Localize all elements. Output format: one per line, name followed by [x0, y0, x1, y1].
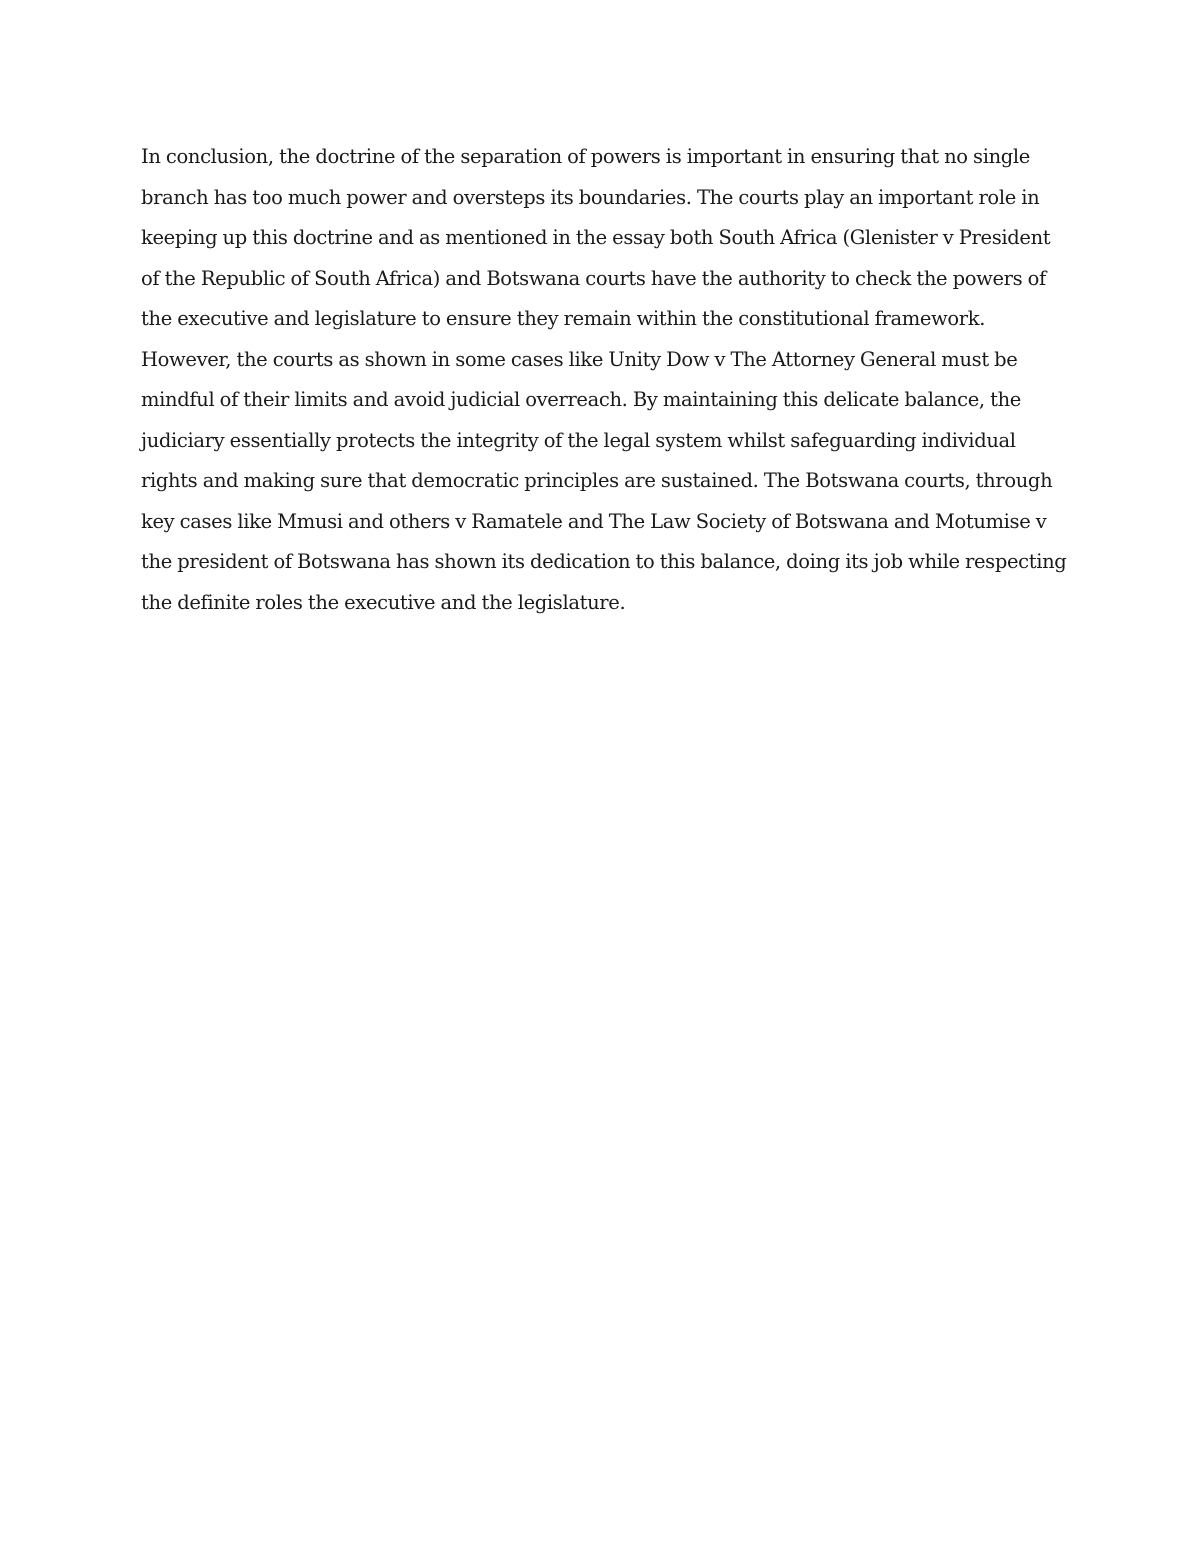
- paragraph-line: the president of Botswana has shown its dedication to this balance, doing its job while respecting: [141, 550, 1067, 573]
- paragraph-line: judiciary essentially protects the integrity of the legal system whilst safeguarding individual: [141, 428, 1016, 452]
- paragraph-line: keeping up this doctrine and as mentioned in the essay both South Africa (Glenister v President: [141, 226, 1051, 249]
- paragraph-line: of the Republic of South Africa) and Botswana courts have the authority to check the powers of: [141, 266, 1046, 290]
- conclusion-paragraph: [141, 137, 1066, 623]
- paragraph-line: branch has too much power and oversteps its boundaries. The courts play an important role in: [141, 185, 1040, 209]
- paragraph-line: the definite roles the executive and the legislature.: [141, 590, 626, 614]
- paragraph-line: key cases like Mmusi and others v Ramatele and The Law Society of Botswana and Motumise v: [141, 509, 1047, 533]
- paragraph-line: In conclusion, the doctrine of the separation of powers is important in ensuring that no single: [141, 145, 1030, 168]
- paragraph-line: However, the courts as shown in some cases like Unity Dow v The Attorney General must be: [141, 347, 1018, 371]
- paragraph-line: the executive and legislature to ensure they remain within the constitutional framework.: [141, 307, 986, 330]
- paragraph-line: mindful of their limits and avoid judicial overreach. By maintaining this delicate balance, the: [141, 388, 1021, 411]
- paragraph-line: rights and making sure that democratic principles are sustained. The Botswana courts, through: [141, 469, 1053, 492]
